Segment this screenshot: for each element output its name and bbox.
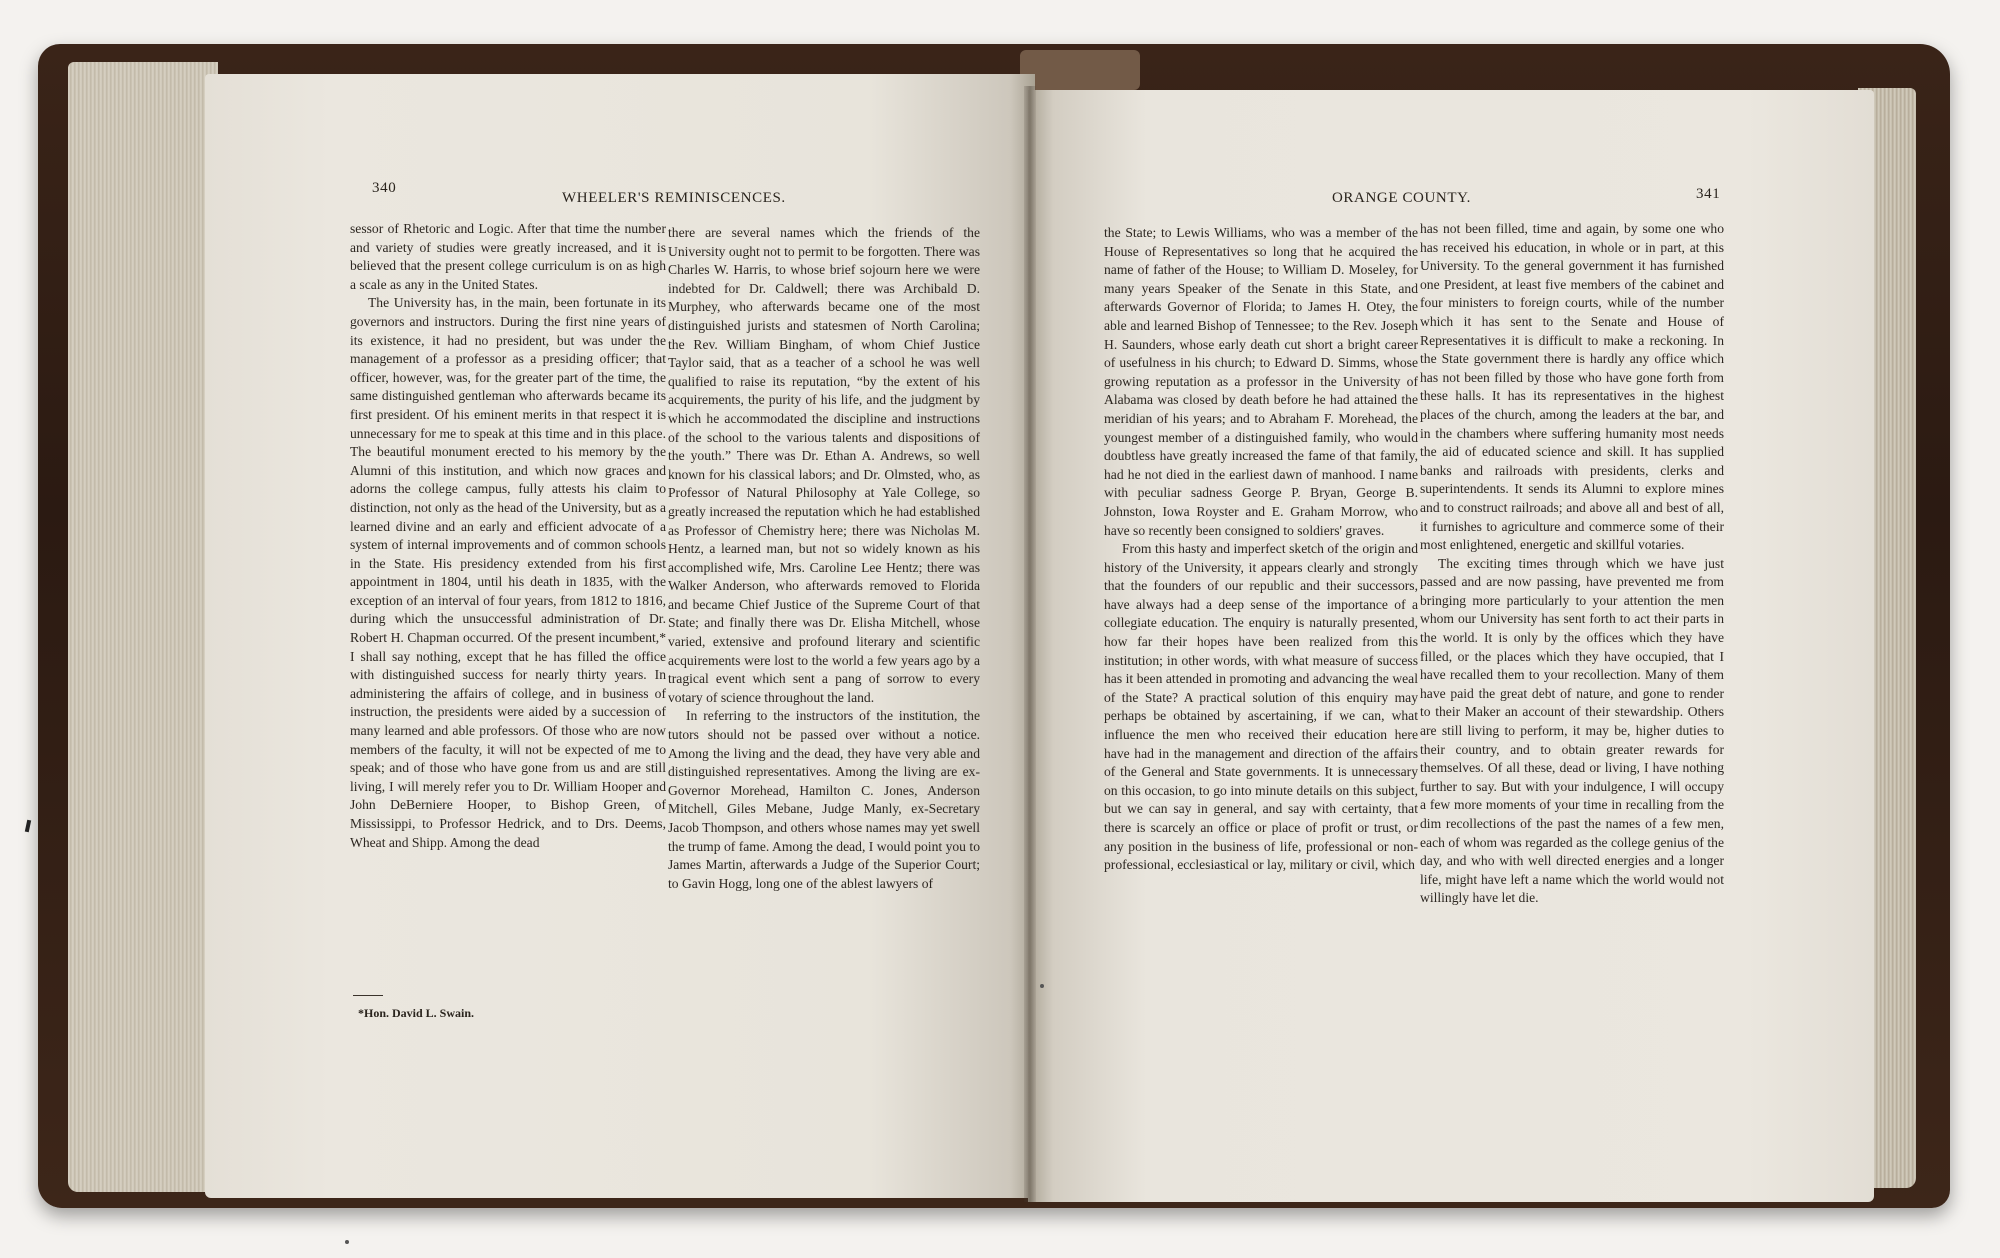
- paragraph: there are several names which the friends of the University ought not to permit to be forgotten. There was Charles W. Harris, to whose brief sojourn here we were indebted for Dr. Caldwell; there was Archibald D. Murphey, who afterwards became one of the most distinguished jurists and statesmen of North Carolina; the Rev. William Bingham, of whom Chief Justice Taylor said, that as a teacher of a school he was well qualified to raise its reputation, “by the extent of his acquirements, the purity of his life, and the judgment by which he accommodated the discipline and instructions of the school to the various talents and dispositions of the youth.” There was Dr. Ethan A. Andrews, so well known for his classical labors; and Dr. Olmsted, who, as Professor of Natural Philosophy at Yale College, so greatly increased the reputation which he had established as Professor of Chemistry here; there was Nicholas M. Hentz, a learned man, but not so widely known as his accomplished wife, Mrs. Caroline Lee Hentz; there was Walker Anderson, who afterwards removed to Florida and became Chief Justice of the Supreme Court of that State; and finally there was Dr. Elisha Mitchell, whose varied, extensive and profound literary and scientific acquirements were lost to the world a few years ago by a tragical event which sent a pang of sorrow to every votary of science throughout the land.: [668, 225, 980, 705]
- paragraph: The exciting times through which we have just passed and are now passing, have prevented me from bringing more particularly to your attention the men whom our University has sent forth to act their parts in the world. It is only by the offices which they have filled, or the places which they have occupied, that I have recalled them to your recollection. Many of them have paid the great debt of nature, and gone to render to their Maker an account of their stewardship. Others are still living to perform, it may be, higher duties to their country, and to obtain greater rewards for themselves. Of all these, dead or living, I have nothing further to say. But with your indulgence, I will occupy a few more moments of your time in recalling from the dim recollections of the past the names of a few men, each of whom was regarded as the college genius of the day, and who with well directed energies and a longer life, might have left a name which the world would not willingly have let die.: [1420, 555, 1724, 906]
- right-page-number: 341: [1696, 186, 1721, 202]
- left-running-head: WHEELER'S REMINISCENCES.: [562, 190, 786, 206]
- paragraph: From this hasty and imperfect sketch of the origin and history of the University, it appears clearly and strongly that the founders of our republic and their successors, have always had a deep sense of the importance of a collegiate education. The enquiry is naturally presented, how far their hopes have been realized from this institution; in other words, with what measure of success has it been attended in promoting and advancing the weal of the State? A practical solution of this enquiry may perhaps be obtained by ascertaining, if we can, what influence the men who received their education here have had in the management and direction of the affairs of the General and State governments. It is unnecessary on this occasion, to go into minute details on this subject, but we can say in general, and say with certainty, that there is scarcely an office or place of profit or trust, or any position in the business of life, professional or non-professional, ecclesiastical or lay, military or civil, which: [1104, 541, 1418, 873]
- cover-spine-wear: [1020, 50, 1140, 90]
- paragraph: has not been filled, time and again, by some one who has received his education, in whole or in part, at this University. To the general government it has furnished one President, at least five members of the cabinet and four ministers to foreign courts, while of the number which it has sent to the Senate and House of Representatives it is difficult to make a reckoning. In the State government there is hardly any office which has not been filled by those who have gone forth from these halls. It has its representatives in the highest places of the church, among the leaders at the bar, and in the chambers where suffering humanity most needs the aid of educated science and skill. It has supplied banks and railroads with presidents, clerks and superintendents. It sends its Alumni to explore mines and to construct railroads; and above all and best of all, it furnishes to agriculture and commerce some of their most enlightened, energetic and skillful votaries.: [1420, 221, 1724, 553]
- ink-mark: [25, 820, 31, 833]
- footnote: *Hon. David L. Swain.: [358, 1006, 475, 1020]
- footnote-rule: [353, 995, 383, 996]
- left-page-column-1: [350, 220, 666, 852]
- right-page-column-2: [1420, 220, 1724, 908]
- paragraph: In referring to the instructors of the institution, the tutors should not be passed over without a notice. Among the living and the dead, they have very able and distinguished representatives. Among the living are ex-Governor Morehead, Hamilton C. Jones, Anderson Mitchell, Giles Mebane, Judge Manly, ex-Secretary Jacob Thompson, and others whose names may yet swell the trump of fame. Among the dead, I would point you to James Martin, afterwards a Judge of the Superior Court; to Gavin Hogg, long one of the ablest lawyers of: [668, 708, 980, 891]
- paragraph: The University has, in the main, been fortunate in its governors and instructors. During the first nine years of its existence, it had no president, but was under the management of a professor as a presiding officer; that officer, however, was, for the greater part of the time, the same distinguished gentleman who afterwards became its first president. Of his eminent merits in that respect it is unnecessary for me to speak at this time and in this place. The beautiful monument erected to his memory by the Alumni of this institution, and which now graces and adorns the college campus, fully attests his claim to distinction, not only as the head of the University, but as a learned divine and an early and efficient advocate of a system of internal improvements and of common schools in the State. His presidency extended from his first appointment in 1804, until his death in 1835, with the exception of an interval of four years, from 1812 to 1816, during which the unsuccessful administration of Dr. Robert H. Chapman occurred. Of the present incumbent,* I shall say nothing, except that he has filled the office with distinguished success for nearly thirty years. In administering the affairs of college, and in business of instruction, the presidents were aided by a succession of many learned and able professors. Of those who are now members of the faculty, it will not be expected of me to speak; and of those who have gone from us and are still living, I will merely refer you to Dr. William Hooper and John DeBerniere Hooper, to Bishop Green, of Mississippi, to Professor Hedrick, and to Drs. Deems, Wheat and Shipp. Among the dead: [350, 295, 666, 850]
- paragraph: sessor of Rhetoric and Logic. After that time the number and variety of studies were greatly increased, and it is believed that the present college curriculum is on as high a scale as any in the United States.: [350, 221, 666, 292]
- right-page-column-1: [1104, 224, 1418, 875]
- paper-speck: [345, 1240, 349, 1244]
- paper-speck: [1040, 984, 1044, 988]
- book-gutter: [1024, 86, 1036, 1202]
- paragraph: the State; to Lewis Williams, who was a member of the House of Representatives so long that he acquired the name of father of the House; to William D. Moseley, for many years Speaker of the Senate in this State, and afterwards Governor of Florida; to James H. Otey, the able and learned Bishop of Tennessee; to the Rev. Joseph H. Saunders, whose early death cut short a bright career of usefulness in his church; to Edward D. Simms, whose growing reputation as a professor in the University of Alabama was closed by death before he had attained the meridian of his years; and to Abraham F. Morehead, the youngest member of a distinguished family, who would doubtless have greatly increased the fame of that family, had he not died in the earliest dawn of manhood. I name with peculiar sadness George P. Bryan, George B. Johnston, Iowa Royster and E. Graham Morrow, who have so recently been consigned to soldiers' graves.: [1104, 225, 1418, 538]
- left-page-number: 340: [372, 180, 397, 196]
- page-edges-left: [68, 62, 218, 1192]
- left-page-column-2: [668, 224, 980, 893]
- right-running-head: ORANGE COUNTY.: [1332, 190, 1471, 206]
